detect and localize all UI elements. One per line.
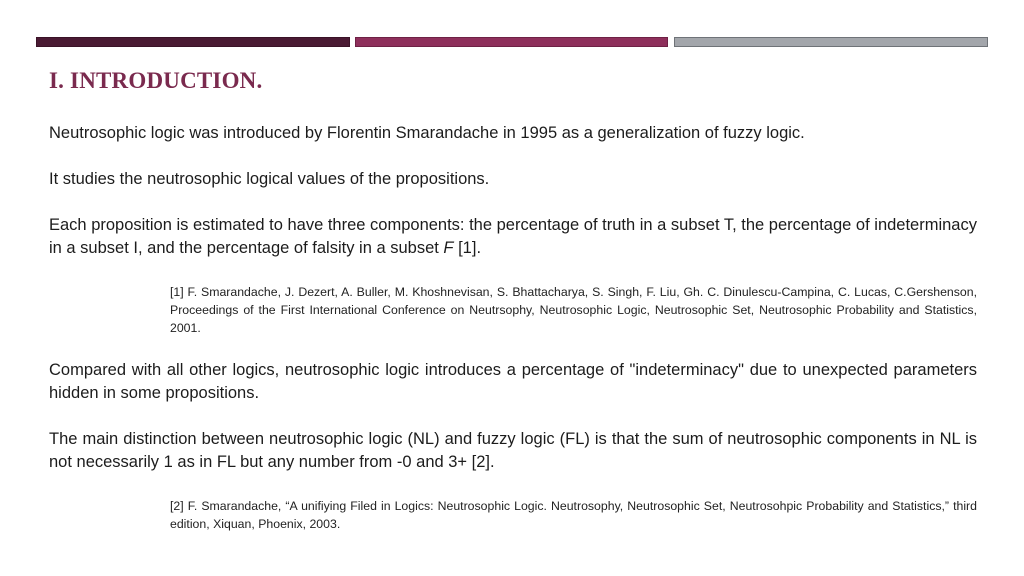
header-accent-bar-gray	[674, 37, 988, 47]
paragraph-three-components-citation: [1].	[453, 239, 482, 257]
header-accent-bar-magenta	[355, 37, 668, 47]
paragraph-nl-vs-fl: The main distinction between neutrosophic logic (NL) and fuzzy logic (FL) is that the sum of neutrosophic components in NL is not necessarily 1 as in FL but any number from -0 and 3+ [2].	[49, 430, 977, 471]
reference-2: [2] F. Smarandache, “A unifiying Filed in Logics: Neutrosophic Logic. Neutrosophy, Neutrosophic Set, Neutrosohpic Probability and Statistics,” third edition, Xiquan, Phoenix, 2003.	[170, 499, 977, 531]
reference-1: [1] F. Smarandache, J. Dezert, A. Buller, M. Khoshnevisan, S. Bhattacharya, S. Singh, F. Liu, Gh. C. Dinulescu-Campina, C. Lucas, C.Gershenson, Proceedings of the First International Conference on Neutrsophy, Neutrosophic Logic, Neutrosophic Set, Neutrosophic Probability and Statistics, 2001.	[170, 285, 977, 335]
slide-title: I. INTRODUCTION.	[49, 68, 263, 93]
paragraph-three-components-text: Each proposition is estimated to have three components: the percentage of truth in a subset T, the percentage of indeterminacy in a subset I, and the percentage of falsity in a subset	[49, 216, 977, 257]
paragraph-three-components	[49, 214, 977, 260]
header-accent-bar-dark	[36, 37, 350, 47]
paragraph-logical-values: It studies the neutrosophic logical values of the propositions.	[49, 170, 490, 188]
paragraph-introduction: Neutrosophic logic was introduced by Florentin Smarandache in 1995 as a generalization of fuzzy logic.	[49, 124, 805, 142]
falsity-subset-symbol: F	[443, 239, 454, 257]
paragraph-indeterminacy: Compared with all other logics, neutrosophic logic introduces a percentage of "indeterminacy" due to unexpected parameters hidden in some propositions.	[49, 361, 977, 402]
